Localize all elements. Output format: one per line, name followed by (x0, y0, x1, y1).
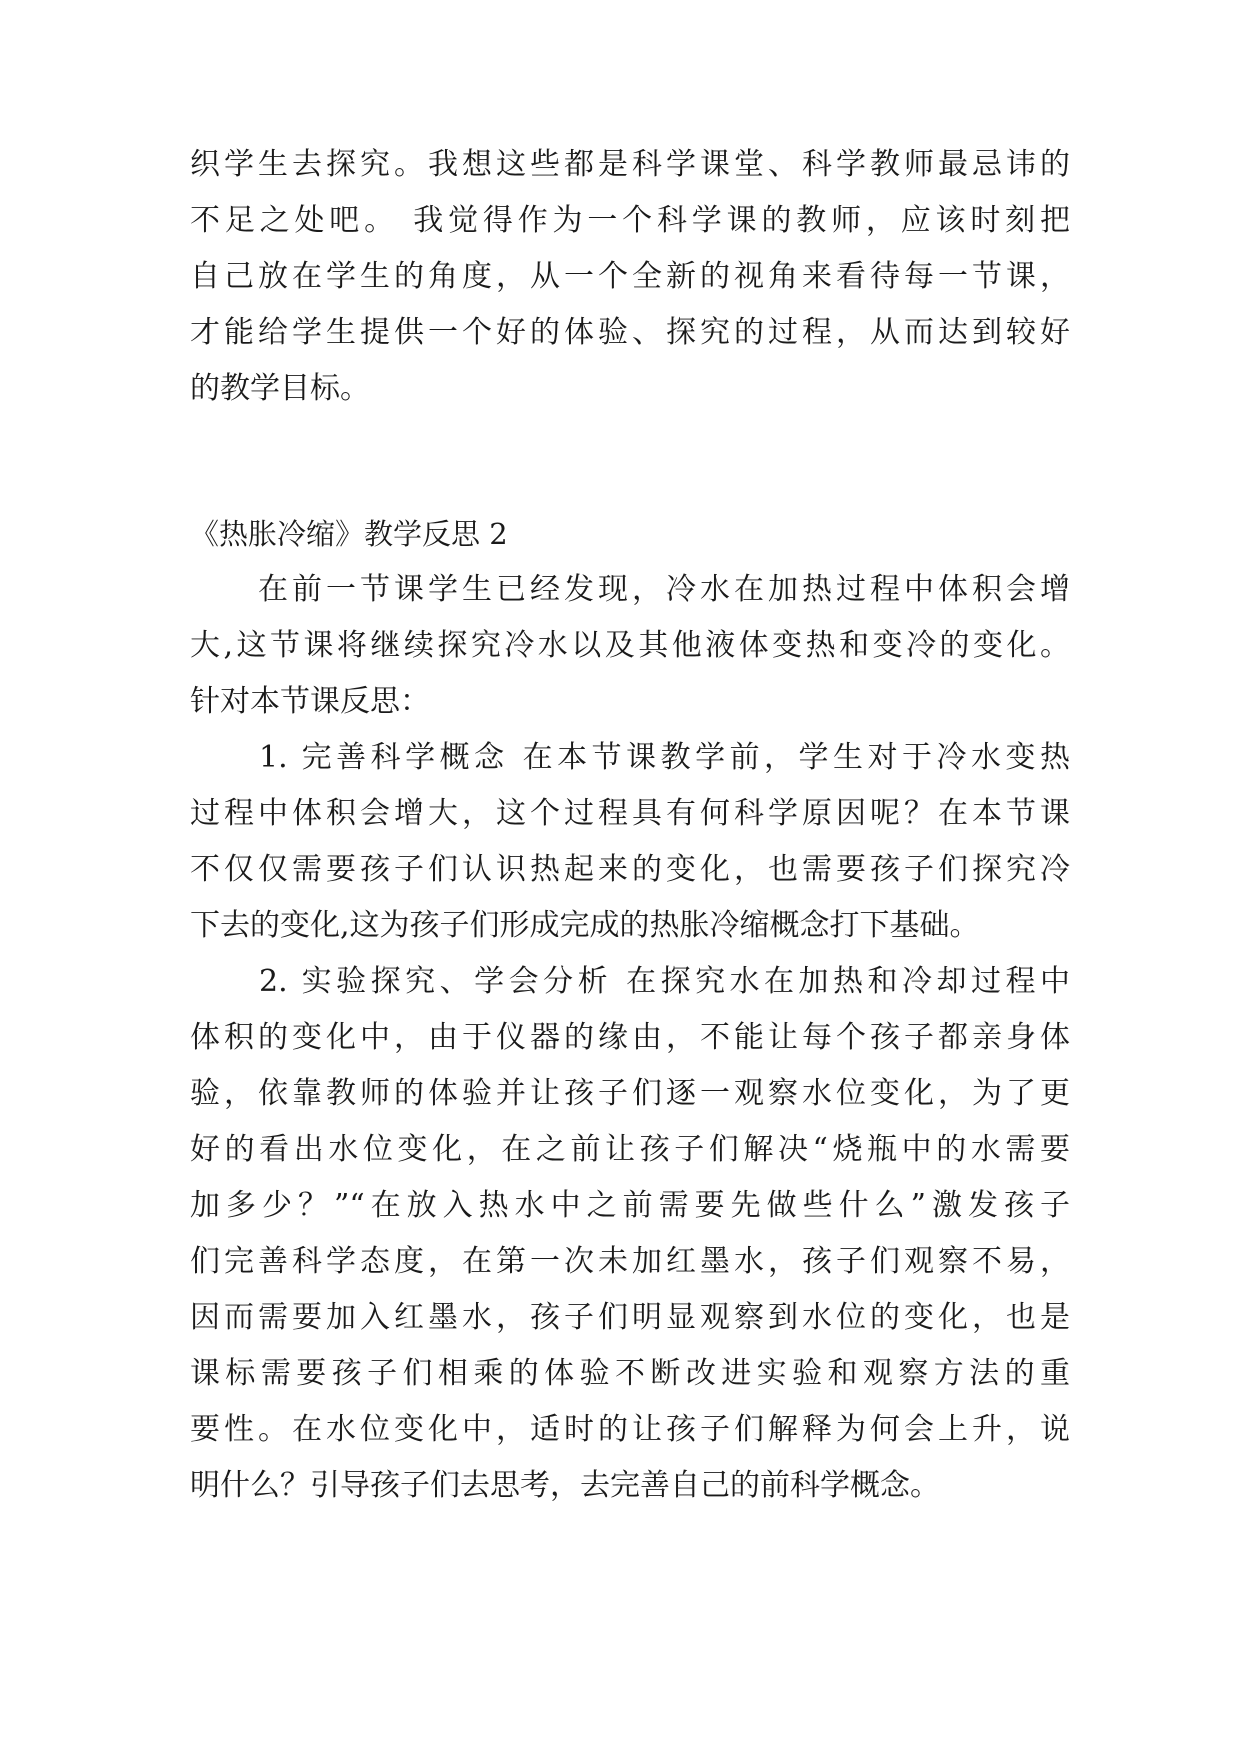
list-item-2-line: 体积的变化中，由于仪器的缘由，不能让每个孩子都亲身体 (190, 1020, 1070, 1055)
paragraph-line: 针对本节课反思： (190, 684, 430, 719)
list-item-1-line: 过程中体积会增大，这个过程具有何科学原因呢？在本节课 (190, 796, 1070, 831)
list-item-2-line: 验，依靠教师的体验并让孩子们逐一观察水位变化，为了更 (190, 1076, 1070, 1111)
paragraph-line: 大,这节课将继续探究冷水以及其他液体变热和变冷的变化。 (190, 628, 1070, 663)
list-item-1-line: 下去的变化,这为孩子们形成完成的热胀冷缩概念打下基础。 (190, 908, 980, 943)
paragraph-line: 自己放在学生的角度，从一个全新的视角来看待每一节课， (190, 259, 1070, 294)
list-item-2-line: 加多少？”“在放入热水中之前需要先做些什么”激发孩子 (190, 1188, 1070, 1223)
section-title: 《热胀冷缩》教学反思 2 (190, 517, 508, 551)
list-item-2-line: 课标需要孩子们相乘的体验不断改进实验和观察方法的重 (190, 1356, 1070, 1391)
list-item-1-line: 1. 完善科学概念 在本节课教学前，学生对于冷水变热 (190, 740, 1070, 775)
list-item-2-line: 2. 实验探究、学会分析 在探究水在加热和冷却过程中 (190, 964, 1070, 999)
list-item-2-line: 因而需要加入红墨水，孩子们明显观察到水位的变化，也是 (190, 1300, 1070, 1335)
list-item-1-line: 不仅仅需要孩子们认识热起来的变化，也需要孩子们探究冷 (190, 852, 1070, 887)
paragraph-line: 在前一节课学生已经发现，冷水在加热过程中体积会增 (190, 572, 1070, 607)
paragraph-line: 织学生去探究。我想这些都是科学课堂、科学教师最忌讳的 (190, 147, 1070, 182)
list-item-2-line: 明什么？引导孩子们去思考，去完善自己的前科学概念。 (190, 1468, 940, 1503)
paragraph-line: 的教学目标。 (190, 371, 370, 406)
paragraph-line: 不足之处吧。 我觉得作为一个科学课的教师，应该时刻把 (190, 203, 1070, 238)
list-item-2-line: 们完善科学态度，在第一次未加红墨水，孩子们观察不易， (190, 1244, 1070, 1279)
list-item-2-line: 要性。在水位变化中，适时的让孩子们解释为何会上升，说 (190, 1412, 1070, 1447)
list-item-2-line: 好的看出水位变化，在之前让孩子们解决“烧瓶中的水需要 (190, 1132, 1070, 1167)
paragraph-line: 才能给学生提供一个好的体验、探究的过程，从而达到较好 (190, 315, 1070, 350)
